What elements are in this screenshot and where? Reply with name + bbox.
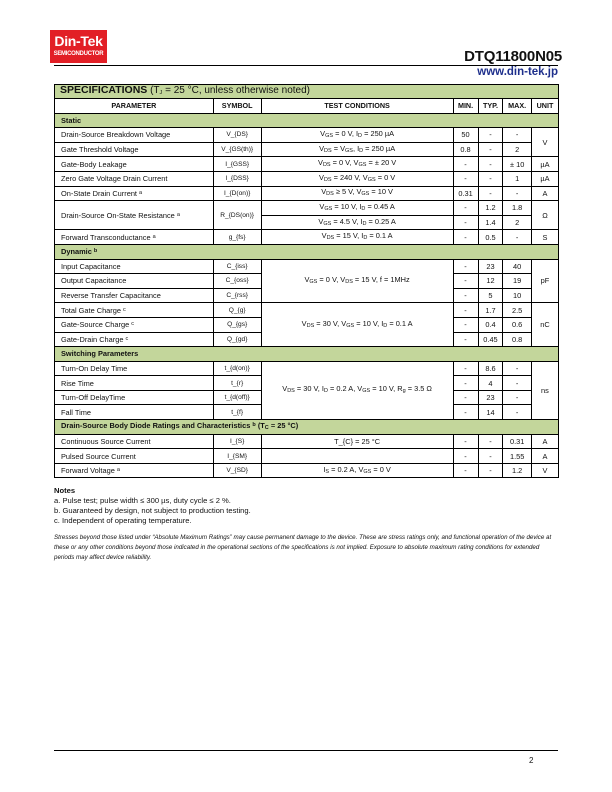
typ-cell: 12 <box>478 274 503 289</box>
typ-cell: - <box>478 157 503 172</box>
table-row <box>55 303 559 318</box>
typ-cell: - <box>478 434 503 449</box>
parameter-cell: Reverse Transfer Capacitance <box>55 288 214 303</box>
section-title: Dynamic $^b$ <box>55 244 559 259</box>
column-header-min: MIN. <box>453 99 478 114</box>
table-row <box>55 259 559 274</box>
min-cell: - <box>453 157 478 172</box>
test-conditions-cell: $V_{GS} = 10$ V, $I_D = 0.45$ A <box>261 201 453 216</box>
min-cell: 50 <box>453 128 478 143</box>
min-cell: 0.31 <box>453 186 478 201</box>
table-row <box>55 449 559 464</box>
max-cell: 10 <box>503 288 531 303</box>
unit-cell: V <box>531 463 558 478</box>
symbol-cell: C_{oss} <box>213 274 261 289</box>
table-row <box>55 171 559 186</box>
test-conditions-cell: $I_S = 0.2$ A, $V_{GS} = 0$ V <box>261 463 453 478</box>
typ-cell: - <box>478 186 503 201</box>
min-cell: - <box>453 405 478 420</box>
typ-cell: 14 <box>478 405 503 420</box>
parameter-cell: Gate-Drain Charge $^c$ <box>55 332 214 347</box>
max-cell: 1 <box>503 171 531 186</box>
min-cell: - <box>453 317 478 332</box>
typ-cell: - <box>478 463 503 478</box>
notes <box>54 486 251 526</box>
table-row <box>55 186 559 201</box>
min-cell: - <box>453 361 478 376</box>
parameter-cell: Continuous Source Current <box>55 434 214 449</box>
table-row <box>55 128 559 143</box>
parameter-cell: Gate Threshold Voltage <box>55 142 214 157</box>
max-cell: - <box>503 405 531 420</box>
test-conditions-cell: $V_{DS} = 30$ V, $I_D = 0.2$ A, $V_{GS} = 10$ V, $R_g = 3.5$ Ω <box>261 361 453 419</box>
symbol-cell: Q_{g} <box>213 303 261 318</box>
symbol-cell: t_{f} <box>213 405 261 420</box>
symbol-cell: V_{SD} <box>213 463 261 478</box>
company-logo <box>50 30 107 63</box>
unit-cell: nC <box>531 303 558 347</box>
table-row <box>55 230 559 245</box>
unit-cell: Ω <box>531 201 558 230</box>
max-cell: - <box>503 390 531 405</box>
typ-cell: - <box>478 128 503 143</box>
typ-cell: 4 <box>478 376 503 391</box>
section-header-row <box>55 113 559 128</box>
parameter-cell: Gate-Source Charge $^c$ <box>55 317 214 332</box>
unit-cell: A <box>531 434 558 449</box>
max-cell: 2.5 <box>503 303 531 318</box>
symbol-cell: V_{GS(th)} <box>213 142 261 157</box>
min-cell: - <box>453 259 478 274</box>
symbol-cell: t_{d(off)} <box>213 390 261 405</box>
parameter-cell: Turn-On Delay Time <box>55 361 214 376</box>
table-row <box>55 463 559 478</box>
typ-cell: 1.7 <box>478 303 503 318</box>
parameter-cell: Forward Transconductance $^a$ <box>55 230 214 245</box>
test-conditions-cell: $V_{DS} = V_{GS}$, $I_D = 250$ µA <box>261 142 453 157</box>
table-title-row <box>55 85 559 99</box>
min-cell: - <box>453 390 478 405</box>
disclaimer: Stresses beyond those listed under “Absolute Maximum Ratings” may cause permanent damage to the device. These are stress ratings only, and functional operation of the device at these or any other conditions beyond those indicated in the operational sections of the specifications is not implied. Exposure to absolute maximum rating conditions for extended periods may affect device reliability. <box>54 534 552 561</box>
typ-cell: 0.5 <box>478 230 503 245</box>
parameter-cell: Forward Voltage $^a$ <box>55 463 214 478</box>
max-cell: 40 <box>503 259 531 274</box>
max-cell: ± 10 <box>503 157 531 172</box>
test-conditions-cell: $V_{DS} \ge 5$ V, $V_{GS} = 10$ V <box>261 186 453 201</box>
website-link[interactable]: www.din-tek.jp <box>477 66 558 78</box>
min-cell: - <box>453 303 478 318</box>
min-cell: - <box>453 230 478 245</box>
symbol-cell: C_{iss} <box>213 259 261 274</box>
symbol-cell: I_{GSS} <box>213 157 261 172</box>
max-cell: - <box>503 186 531 201</box>
section-title: Static <box>55 113 559 128</box>
parameter-cell: Output Capacitance <box>55 274 214 289</box>
table-row <box>55 157 559 172</box>
test-conditions-cell: $V_{GS} = 0$ V, $I_D = 250$ µA <box>261 128 453 143</box>
table-row <box>55 142 559 157</box>
test-conditions-cell: T_{C} = 25 °C <box>261 434 453 449</box>
max-cell: 1.2 <box>503 463 531 478</box>
unit-cell: µA <box>531 171 558 186</box>
parameter-cell: Total Gate Charge $^c$ <box>55 303 214 318</box>
unit-cell: µA <box>531 157 558 172</box>
parameter-cell: Drain-Source On-State Resistance $^a$ <box>55 201 214 230</box>
test-conditions-cell <box>261 449 453 464</box>
section-title: Drain-Source Body Diode Ratings and Characteristics $^b$ ($T_C = 25$ °C) <box>55 420 559 435</box>
parameter-cell: Pulsed Source Current <box>55 449 214 464</box>
symbol-cell: Q_{gd} <box>213 332 261 347</box>
typ-cell: 8.6 <box>478 361 503 376</box>
typ-cell: 1.4 <box>478 215 503 230</box>
table-row <box>55 361 559 376</box>
parameter-cell: Rise Time <box>55 376 214 391</box>
symbol-cell: g_{fs} <box>213 230 261 245</box>
max-cell: 19 <box>503 274 531 289</box>
typ-cell: - <box>478 142 503 157</box>
min-cell: 0.8 <box>453 142 478 157</box>
section-header-row <box>55 420 559 435</box>
table-title: SPECIFICATIONS ($T_J = 25$ °C, unless otherwise noted) <box>55 85 559 99</box>
test-conditions-cell: $V_{GS} = 4.5$ V, $I_D = 0.25$ A <box>261 215 453 230</box>
min-cell: - <box>453 332 478 347</box>
column-header-max: MAX. <box>503 99 531 114</box>
max-cell: 2 <box>503 215 531 230</box>
specifications-table <box>54 84 559 478</box>
max-cell: 0.31 <box>503 434 531 449</box>
symbol-cell: I_{DSS} <box>213 171 261 186</box>
column-header-unit: UNIT <box>531 99 558 114</box>
parameter-cell: Input Capacitance <box>55 259 214 274</box>
symbol-cell: Q_{gs} <box>213 317 261 332</box>
unit-cell: pF <box>531 259 558 303</box>
test-conditions-cell: $V_{DS} = 0$ V, $V_{GS}$ = ± 20 V <box>261 157 453 172</box>
max-cell: - <box>503 230 531 245</box>
parameter-cell: On-State Drain Current $^a$ <box>55 186 214 201</box>
table-header-row <box>55 99 559 114</box>
test-conditions-cell: $V_{DS} = 30$ V, $V_{GS} = 10$ V, $I_D = 0.1$ A <box>261 303 453 347</box>
max-cell: 0.8 <box>503 332 531 347</box>
symbol-cell: t_{d(on)} <box>213 361 261 376</box>
min-cell: - <box>453 434 478 449</box>
min-cell: - <box>453 274 478 289</box>
symbol-cell: I_{S} <box>213 434 261 449</box>
note-c: c. Independent of operating temperature. <box>54 516 192 525</box>
symbol-cell: R_{DS(on)} <box>213 201 261 230</box>
max-cell: - <box>503 376 531 391</box>
test-conditions-cell: $V_{DS} = 240$ V, $V_{GS} = 0$ V <box>261 171 453 186</box>
logo-subtitle: SEMICONDUCTOR <box>53 51 104 57</box>
logo-name: Din-Tek <box>54 33 103 49</box>
symbol-cell: V_{DS} <box>213 128 261 143</box>
table-row <box>55 434 559 449</box>
notes-title: Notes <box>54 486 76 495</box>
column-header-test-conditions: TEST CONDITIONS <box>261 99 453 114</box>
test-conditions-cell: $V_{DS} = 15$ V, $I_D = 0.1$ A <box>261 230 453 245</box>
parameter-cell: Gate-Body Leakage <box>55 157 214 172</box>
symbol-cell: t_{r} <box>213 376 261 391</box>
parameter-cell: Zero Gate Voltage Drain Current <box>55 171 214 186</box>
typ-cell: - <box>478 171 503 186</box>
max-cell: - <box>503 361 531 376</box>
table-row <box>55 201 559 216</box>
part-number: DTQ11800N05 <box>464 48 562 65</box>
test-conditions-cell: $V_{GS} = 0$ V, $V_{DS} = 15$ V, f = 1MHz <box>261 259 453 303</box>
unit-cell: A <box>531 449 558 464</box>
unit-cell: ns <box>531 361 558 419</box>
typ-cell: 23 <box>478 259 503 274</box>
note-a: a. Pulse test; pulse width ≤ 300 µs, duty cycle ≤ 2 %. <box>54 496 231 505</box>
min-cell: - <box>453 215 478 230</box>
min-cell: - <box>453 376 478 391</box>
max-cell: 0.6 <box>503 317 531 332</box>
typ-cell: 5 <box>478 288 503 303</box>
column-header-typ: TYP. <box>478 99 503 114</box>
typ-cell: 1.2 <box>478 201 503 216</box>
column-header-symbol: SYMBOL <box>213 99 261 114</box>
unit-cell: S <box>531 230 558 245</box>
min-cell: - <box>453 171 478 186</box>
max-cell: 1.55 <box>503 449 531 464</box>
min-cell: - <box>453 288 478 303</box>
min-cell: - <box>453 463 478 478</box>
footer-divider <box>54 750 558 751</box>
typ-cell: - <box>478 449 503 464</box>
max-cell: 2 <box>503 142 531 157</box>
min-cell: - <box>453 201 478 216</box>
typ-cell: 23 <box>478 390 503 405</box>
min-cell: - <box>453 449 478 464</box>
unit-cell: A <box>531 186 558 201</box>
parameter-cell: Turn-Off DelayTime <box>55 390 214 405</box>
section-header-row <box>55 347 559 362</box>
max-cell: 1.8 <box>503 201 531 216</box>
section-header-row <box>55 244 559 259</box>
column-header-parameter: PARAMETER <box>55 99 214 114</box>
page-number: 2 <box>529 756 534 765</box>
section-title: Switching Parameters <box>55 347 559 362</box>
symbol-cell: I_{D(on)} <box>213 186 261 201</box>
max-cell: - <box>503 128 531 143</box>
typ-cell: 0.45 <box>478 332 503 347</box>
unit-cell: V <box>531 128 558 157</box>
parameter-cell: Drain-Source Breakdown Voltage <box>55 128 214 143</box>
symbol-cell: I_{SM} <box>213 449 261 464</box>
note-b: b. Guaranteed by design, not subject to production testing. <box>54 506 251 515</box>
parameter-cell: Fall Time <box>55 405 214 420</box>
symbol-cell: C_{rss} <box>213 288 261 303</box>
typ-cell: 0.4 <box>478 317 503 332</box>
